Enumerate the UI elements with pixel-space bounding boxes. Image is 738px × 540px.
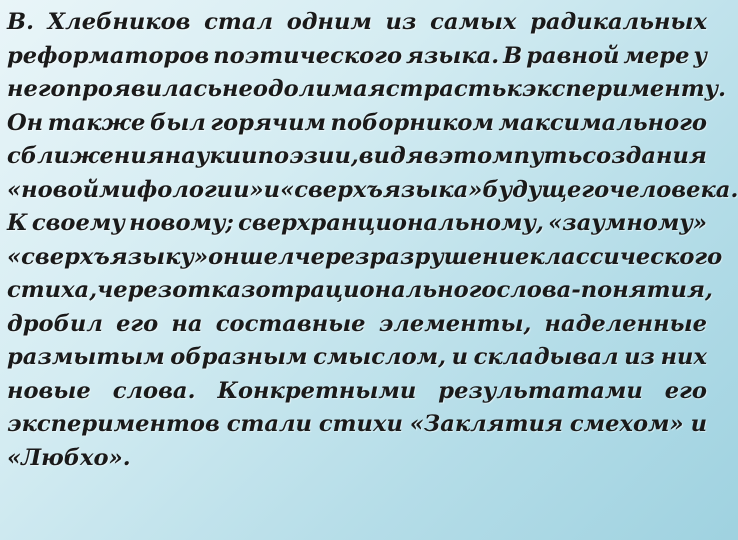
word: шел — [239, 243, 295, 270]
paragraph-line — [7, 40, 707, 74]
word: сверхранциональному, — [238, 210, 544, 236]
word: стихи — [318, 411, 403, 437]
word: размытым — [7, 344, 165, 370]
word: складывал — [473, 344, 619, 370]
paragraph-line — [7, 241, 723, 275]
paragraph-line — [7, 442, 707, 476]
word: разрушение — [369, 243, 530, 270]
word: его — [664, 377, 707, 404]
word: мифологии» — [99, 176, 264, 203]
word: В. — [7, 9, 34, 35]
word: В — [503, 42, 523, 69]
word: на — [171, 310, 203, 337]
paragraph-line — [7, 274, 713, 308]
word: Конкретными — [217, 377, 417, 404]
word: смехом» — [569, 411, 684, 437]
word: наделенные — [544, 310, 707, 337]
word: в — [423, 143, 439, 169]
word: слова-понятия, — [496, 277, 713, 303]
word: видя — [358, 143, 424, 169]
paragraph-line — [7, 73, 727, 107]
word: новые — [7, 377, 91, 404]
word: равной — [526, 42, 620, 69]
paragraph-line — [7, 341, 707, 375]
word: «новой — [7, 176, 99, 203]
paragraph-line — [7, 408, 707, 442]
word: стиха, — [7, 277, 98, 303]
word: будущего — [482, 176, 610, 203]
word: к — [506, 76, 522, 102]
word: слова. — [112, 377, 196, 404]
word: Хлебников — [47, 9, 191, 35]
word: экспериментов — [7, 411, 220, 437]
word: через — [97, 277, 173, 303]
word: классического — [529, 243, 723, 270]
word: и — [263, 176, 281, 203]
paragraph-line — [7, 375, 707, 409]
word: «сверхъязыку» — [7, 243, 209, 270]
word: через — [294, 243, 370, 270]
paragraph-line — [7, 308, 707, 342]
word: новому; — [129, 210, 234, 236]
paragraph-line — [7, 140, 707, 174]
word: «Любхо». — [7, 444, 131, 471]
word: языка. — [405, 42, 500, 69]
word: также — [47, 109, 146, 136]
word: от — [255, 277, 295, 303]
word: радикальных — [530, 9, 707, 35]
word: рационального — [294, 277, 497, 303]
word: он — [208, 243, 240, 270]
word: стал — [204, 9, 274, 35]
word: результатами — [438, 377, 643, 404]
word: самых — [430, 9, 517, 35]
word: стали — [226, 411, 312, 437]
word: неодолимая — [222, 76, 386, 102]
word: эксперименту. — [521, 76, 727, 102]
word: его — [116, 310, 159, 337]
word: Он — [7, 109, 44, 136]
word: отказ — [172, 277, 256, 303]
word: реформаторов — [7, 42, 210, 69]
paragraph-line — [7, 6, 707, 40]
word: науки — [164, 143, 242, 169]
word: и — [690, 411, 707, 437]
word: создания — [582, 143, 707, 169]
word: поборником — [330, 109, 494, 136]
text-block — [7, 6, 738, 475]
paragraph-line — [7, 174, 738, 208]
word: у — [693, 42, 707, 69]
word: элементы, — [378, 310, 532, 337]
word: одним — [286, 9, 372, 35]
word: и — [241, 143, 258, 169]
word: них — [660, 344, 707, 370]
word: мере — [623, 42, 690, 69]
word: горячим — [210, 109, 326, 136]
word: из — [385, 9, 417, 35]
word: проявилась — [65, 76, 223, 102]
word: поэзии, — [257, 143, 359, 169]
word: страсть — [385, 76, 507, 102]
word: своему — [31, 210, 125, 236]
word: составные — [215, 310, 366, 337]
word: путь — [513, 143, 583, 169]
word: образным — [170, 344, 308, 370]
word: этом — [438, 143, 514, 169]
word: К — [7, 210, 28, 236]
word: «сверхъязыка» — [280, 176, 483, 203]
word: «Заклятия — [409, 411, 563, 437]
word: человека. — [609, 176, 738, 203]
word: сближения — [7, 143, 165, 169]
word: смыслом, — [313, 344, 446, 370]
word: из — [624, 344, 655, 370]
paragraph-line — [7, 207, 707, 241]
word: максимального — [498, 109, 707, 136]
word: поэтического — [213, 42, 403, 69]
word: него — [7, 76, 66, 102]
word: «заумному» — [548, 210, 707, 236]
word: был — [149, 109, 206, 136]
word: и — [451, 344, 469, 370]
paragraph-line — [7, 107, 707, 141]
word: дробил — [7, 310, 103, 337]
